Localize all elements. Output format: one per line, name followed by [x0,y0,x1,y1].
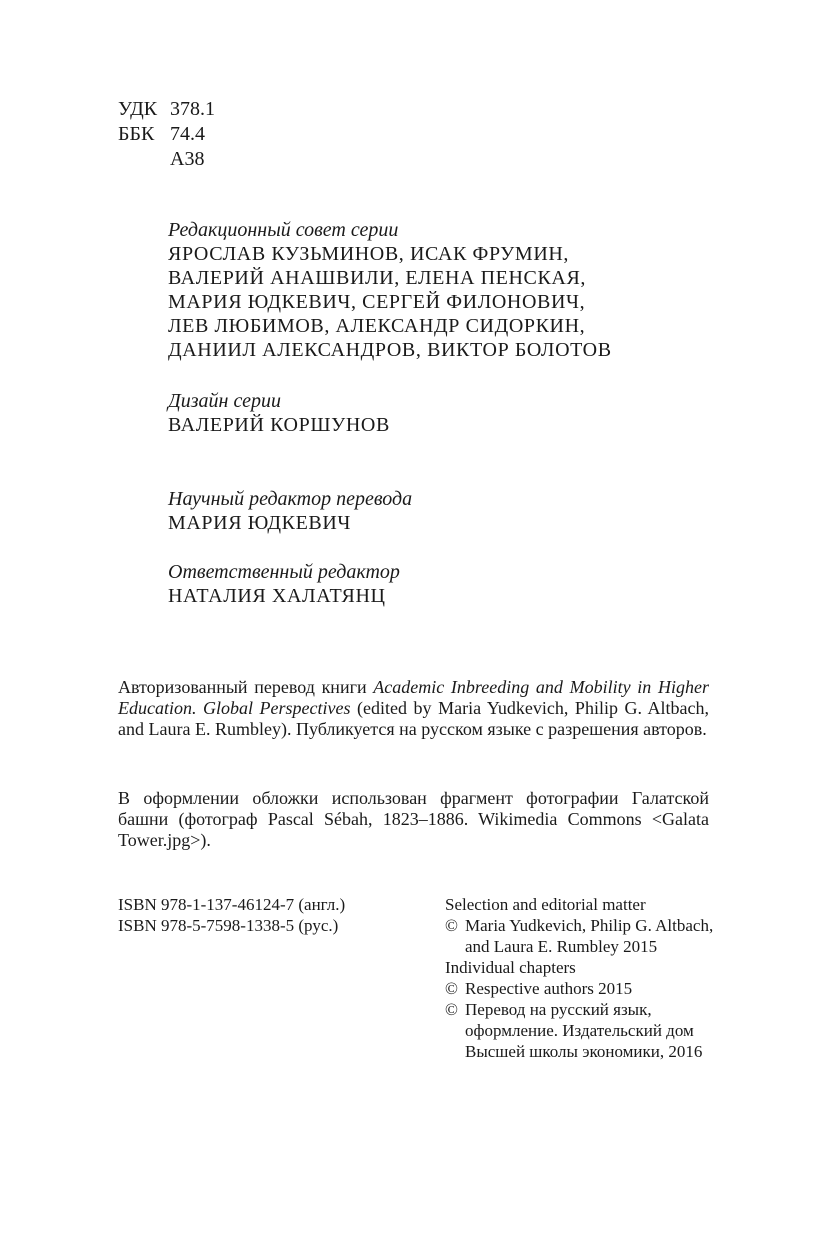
scientific-editor [168,487,412,535]
series-design-name: ВАЛЕРИЙ КОРШУНОВ [168,414,390,436]
copyright-heading-chapters: Individual chapters [445,958,576,977]
udk-row [118,97,215,122]
responsible-editor-name: НАТАЛИЯ ХАЛАТЯНЦ [168,585,386,607]
series-design-role: Дизайн серии [168,390,281,412]
bbk-value: 74.4 [170,123,205,145]
copyright-symbol: © [445,979,458,998]
isbn-english: ISBN 978-1-137-46124-7 (англ.) [118,895,346,914]
board-name-line: ЯРОСЛАВ КУЗЬМИНОВ, ИСАК ФРУМИН, [168,243,570,265]
editorial-board [168,218,612,362]
copyright-block [445,894,715,1062]
scientific-editor-name: МАРИЯ ЮДКЕВИЧ [168,512,351,534]
classification-codes [118,97,215,172]
bbk-label: ББК [118,123,155,145]
copyright-authors: Respective authors 2015 [465,979,633,998]
copyright-symbol: © [445,916,458,935]
copyright-heading-selection: Selection and editorial matter [445,895,646,914]
udk-label: УДК [118,98,158,120]
copyright-editors: Maria Yudkevich, Philip G. Altbach, and Laura E. Rumbley 2015 [465,916,714,956]
series-design [168,389,390,437]
author-mark-label [118,147,170,172]
copyright-item [445,978,715,999]
udk-value: 378.1 [170,98,215,120]
bbk-row [118,122,215,147]
board-name-line: МАРИЯ ЮДКЕВИЧ, СЕРГЕЙ ФИЛОНОВИЧ, [168,291,586,313]
isbn-russian: ISBN 978-5-7598-1338-5 (рус.) [118,916,339,935]
book-title: Academic Inbreeding and Mobility in Higher Education. Global Perspectives [118,677,709,718]
author-mark-row [118,147,215,172]
cover-note: В оформлении обложки использован фрагмент фотографии Галатской башни (фотограф Pascal Sébah, 1823–1886. Wikimedia Commons <Galata Tower.jpg>). [118,788,709,850]
copyright-symbol: © [445,1000,458,1019]
board-name-line: ВАЛЕРИЙ АНАШВИЛИ, ЕЛЕНА ПЕНСКАЯ, [168,267,586,289]
responsible-editor [168,560,400,608]
copyright-translation: Перевод на русский язык, оформление. Издательский дом Высшей школы экономики, 2016 [465,1000,703,1061]
translation-note [118,677,709,740]
translation-note-rest: (edited by Maria Yudkevich, Philip G. Altbach, and Laura E. Rumbley). Публикуется на русском языке с разрешения авторов. [118,698,709,739]
scientific-editor-role: Научный редактор перевода [168,488,413,510]
isbn-block [118,894,345,936]
editorial-board-role: Редакционный совет серии [168,219,399,241]
responsible-editor-role: Ответственный редактор [168,561,400,583]
board-name-line: ЛЕВ ЛЮБИМОВ, АЛЕКСАНДР СИДОРКИН, [168,315,586,337]
translation-note-intro: Авторизованный перевод книги [118,677,374,697]
author-mark-value: А38 [170,148,205,170]
copyright-item [445,915,715,957]
copyright-item [445,999,715,1062]
board-name-line: ДАНИИЛ АЛЕКСАНДРОВ, ВИКТОР БОЛОТОВ [168,339,612,361]
